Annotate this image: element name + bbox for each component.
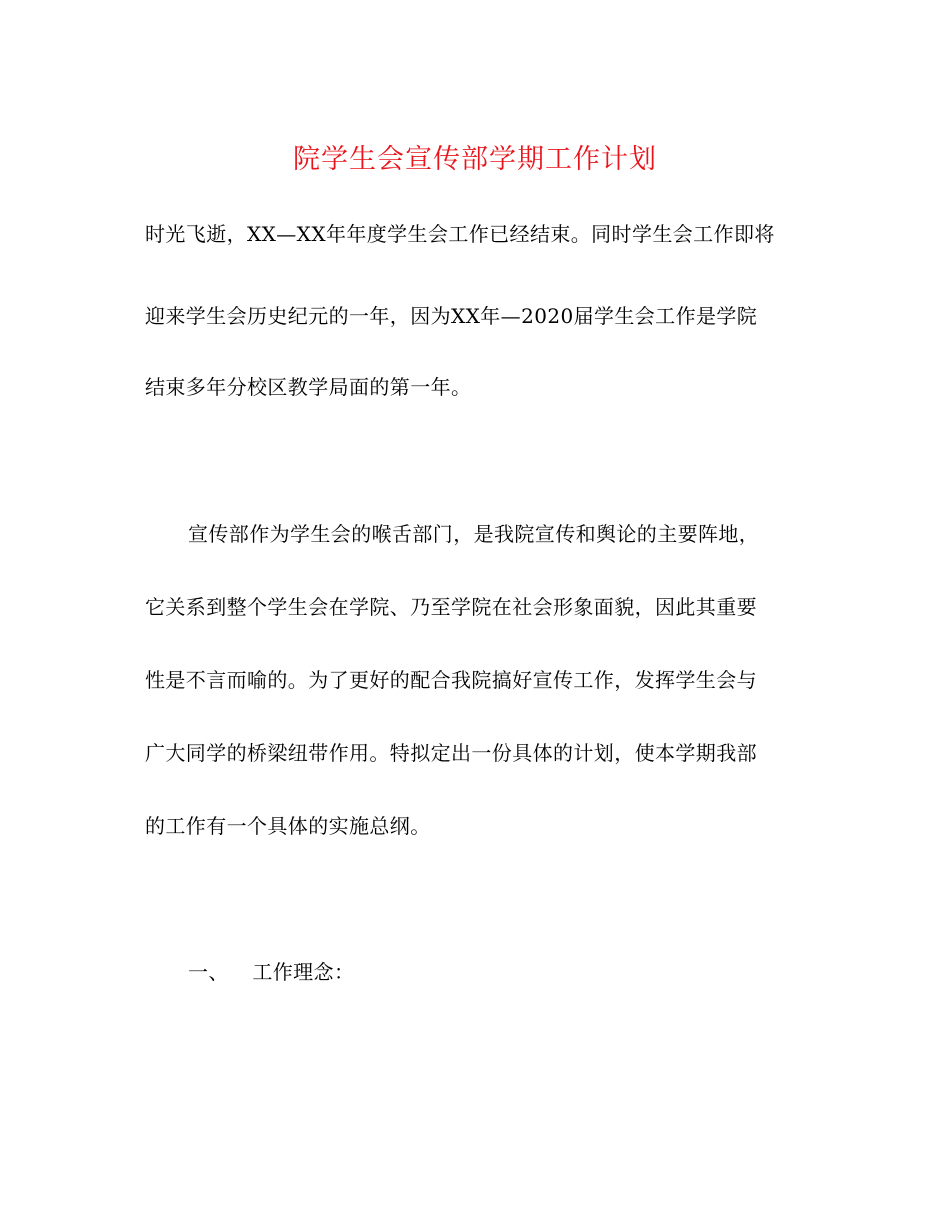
document-title: 院学生会宣传部学期工作计划: [293, 144, 657, 175]
paragraph-2-line-1: 宣传部作为学生会的喉舌部门，是我院宣传和舆论的主要阵地，: [188, 522, 760, 546]
section-1-heading: [188, 957, 354, 987]
paragraph-2-line-2: 它关系到整个学生会在学院、乃至学院在社会形象面貌，因此其重要: [145, 595, 757, 619]
section-1-title: 工作理念：: [252, 960, 355, 984]
paragraph-2-line-3: 性是不言而喻的。为了更好的配合我院搞好宣传工作，发挥学生会与: [145, 668, 757, 692]
section-1-number: 一、: [188, 960, 229, 984]
paragraph-1-line-2: 迎来学生会历史纪元的一年，因为XX年—2020届学生会工作是学院: [145, 304, 758, 328]
paragraph-1-line-3: 结束多年分校区教学局面的第一年。: [145, 375, 472, 399]
paragraph-1-line-1: 时光飞逝，XX—XX年年度学生会工作已经结束。同时学生会工作即将: [145, 222, 775, 246]
paragraph-2-line-4: 广大同学的桥梁纽带作用。特拟定出一份具体的计划，使本学期我部: [145, 741, 757, 765]
paragraph-2-line-5: 的工作有一个具体的实施总纲。: [145, 814, 431, 838]
